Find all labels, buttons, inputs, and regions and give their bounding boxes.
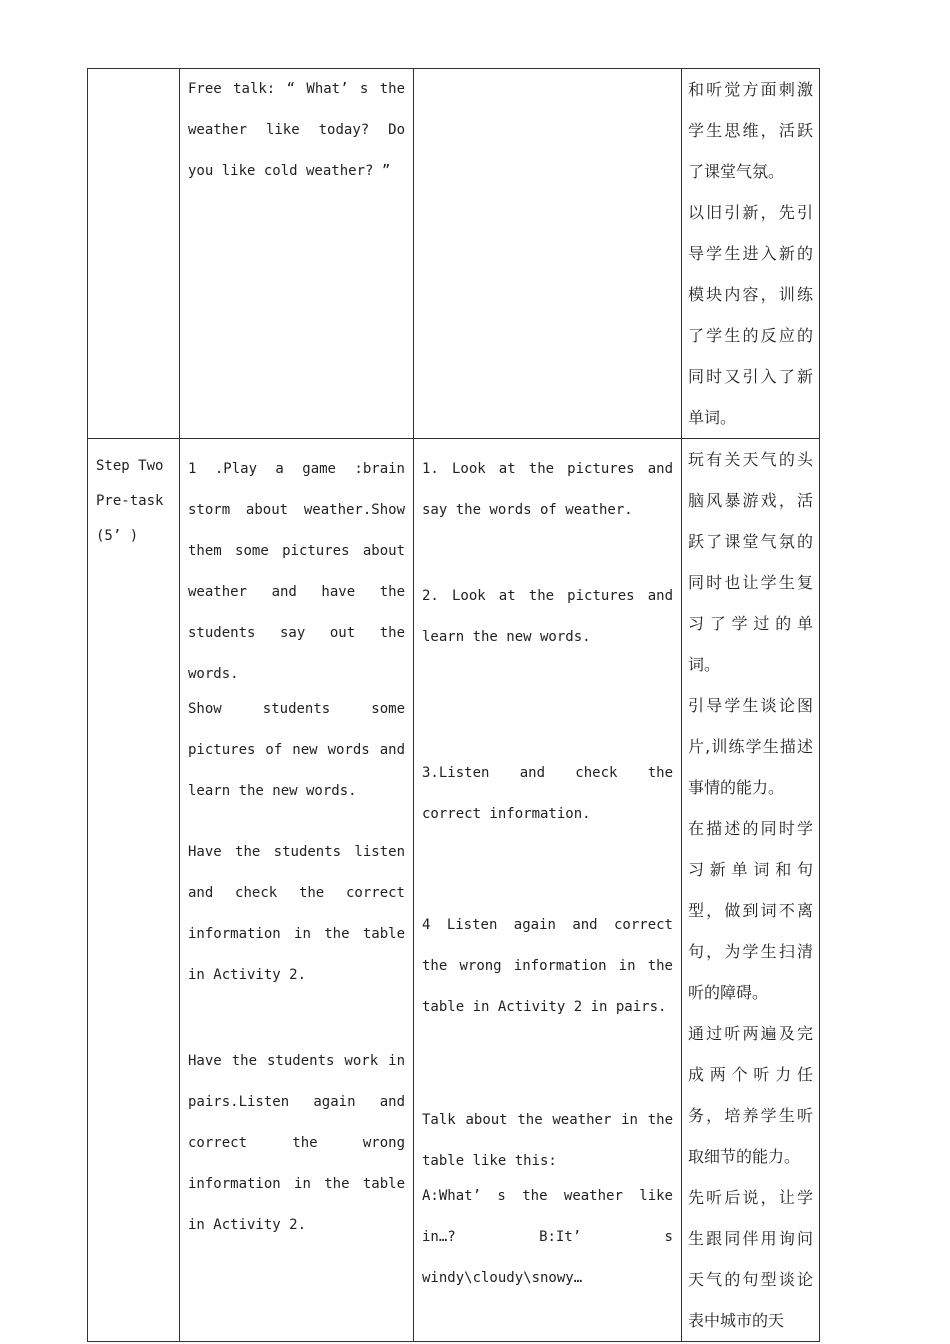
student-activity-text: 1. Look at the pictures and say the words of weather. <box>422 461 673 518</box>
step-cell <box>88 69 180 439</box>
teacher-activity-text: Have the students listen and check the correct information in the table in Activity 2. <box>188 844 405 983</box>
teacher-activity-cell <box>180 69 414 439</box>
teacher-activity-text: 1 .Play a game :brain storm about weather.Show them some pictures about weather and have the students say out the words. <box>188 461 405 682</box>
student-activity-cell <box>414 69 682 439</box>
purpose-text: 玩有关天气的头脑风暴游戏，活跃了课堂气氛的同时也让学生复习了学过的单词。 <box>688 450 813 674</box>
step-time: (5’ ) <box>96 528 139 544</box>
purpose-text: 通过听两遍及完成两个听力任务，培养学生听取细节的能力。 <box>688 1024 813 1166</box>
purpose-text: 先听后说，让学生跟同伴用询问天气的句型谈论表中城市的天 <box>688 1188 813 1330</box>
purpose-cell <box>682 439 820 1342</box>
purpose-text: 在描述的同时学习新单词和句型，做到词不离句，为学生扫清听的障碍。 <box>688 819 813 1002</box>
purpose-text: 引导学生谈论图片,训练学生描述事情的能力。 <box>688 696 813 797</box>
teacher-activity-cell <box>180 439 414 1342</box>
student-activity-text: A:What’ s the weather like in…? B:It’ s windy\cloudy\snowy… <box>422 1188 673 1286</box>
student-activity-text: Talk about the weather in the table like this: <box>422 1112 673 1169</box>
teacher-activity-text: Show students some pictures of new words and learn the new words. <box>188 701 405 799</box>
student-activity-cell <box>414 439 682 1342</box>
lesson-plan-table <box>87 68 820 1342</box>
student-activity-text: 4 Listen again and correct the wrong information in the table in Activity 2 in pairs. <box>422 917 673 1015</box>
teacher-activity-text: Have the students work in pairs.Listen again and correct the wrong information in the table in Activity 2. <box>188 1053 405 1233</box>
table-row <box>88 439 820 1342</box>
step-stage: Pre-task <box>96 493 164 509</box>
student-activity-text: 2. Look at the pictures and learn the new words. <box>422 588 673 645</box>
purpose-text: 以旧引新，先引导学生进入新的模块内容，训练了学生的反应的同时又引入了新单词。 <box>688 203 813 427</box>
teacher-activity-text: Free talk: “ What’ s the weather like today? Do you like cold weather? ” <box>188 81 405 179</box>
purpose-text: 和听觉方面刺激学生思维，活跃了课堂气氛。 <box>688 80 813 181</box>
purpose-cell <box>682 69 820 439</box>
table-row <box>88 69 820 439</box>
step-label: Step Two <box>96 458 164 474</box>
student-activity-text: 3.Listen and check the correct information. <box>422 765 673 822</box>
step-cell <box>88 439 180 1342</box>
